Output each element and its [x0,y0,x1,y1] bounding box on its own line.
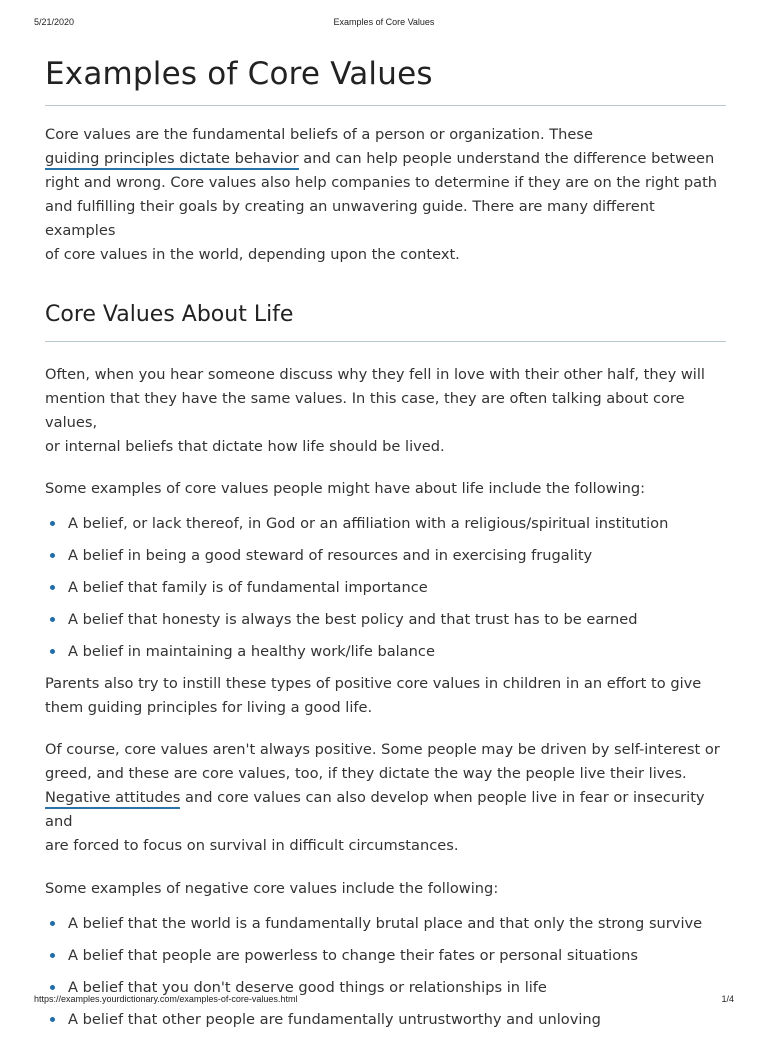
intro-line-5: of core values in the world, depending upon the context. [45,246,460,263]
print-url: https://examples.yourdictionary.com/examples-of-core-values.html [34,994,298,1004]
text-line: mention that they have the same values. In this case, they are often talking about core values, [45,390,685,431]
intro-line-2-rest: and can help people understand the difference between [298,150,715,167]
list-item-text: A belief in being a good steward of resources and in exercising frugality [68,547,593,564]
bullet-icon [50,649,55,654]
bullet-icon [50,921,55,926]
print-title: Examples of Core Values [333,17,435,27]
list-item-text: A belief, or lack thereof, in God or an affiliation with a religious/spiritual institution [68,515,669,532]
list-item-text: A belief that people are powerless to change their fates or personal situations [68,947,638,964]
list-item-text: A belief that honesty is always the best policy and that trust has to be earned [68,611,638,628]
bullet-icon [50,1017,55,1022]
text-line: greed, and these are core values, too, if they dictate the way the people live their lives. [45,765,687,782]
list-item [45,544,726,568]
life-paragraph-2: Some examples of core values people might have about life include the following: [45,480,646,497]
intro-line-4: and fulfilling their goals by creating an unwavering guide. There are many different examples [45,198,655,239]
text-line: and core values can also develop when people live in fear or insecurity and [45,789,705,830]
bullet-icon [50,617,55,622]
text-line: them guiding principles for living a good life. [45,699,373,716]
life-paragraph-4 [45,738,726,858]
life-paragraph-1 [45,363,726,459]
negative-values-list [45,912,726,1032]
negative-attitudes-link[interactable]: Negative attitudes [45,789,180,809]
list-item [45,1008,726,1032]
life-paragraph-5: Some examples of negative core values include the following: [45,880,499,897]
text-line: or internal beliefs that dictate how life should be lived. [45,438,445,455]
print-date: 5/21/2020 [34,17,75,27]
page-number: 1/4 [721,994,734,1004]
intro-line-3: right and wrong. Core values also help companies to determine if they are on the right path [45,174,718,191]
list-item [45,944,726,968]
list-item-text: A belief that other people are fundamentally untrustworthy and unloving [68,1011,601,1028]
text-line: Parents also try to instill these types of positive core values in children in an effort to give [45,675,702,692]
print-footer [0,994,768,1008]
bullet-icon [50,585,55,590]
guiding-principles-link[interactable]: guiding principles dictate behavior [45,150,299,170]
list-item-text: A belief that family is of fundamental importance [68,579,428,596]
bullet-icon [50,953,55,958]
print-header [0,17,768,31]
bullet-icon [50,553,55,558]
article [45,52,726,1040]
bullet-icon [50,985,55,990]
text-line: Often, when you hear someone discuss why they fell in love with their other half, they will [45,366,705,383]
list-item [45,512,726,536]
page-title: Examples of Core Values [45,52,726,106]
life-paragraph-3 [45,672,726,720]
section-heading-core-values-about-life: Core Values About Life [45,299,726,342]
text-line: Of course, core values aren't always positive. Some people may be driven by self-interest or [45,741,720,758]
bullet-icon [50,521,55,526]
list-item [45,576,726,600]
list-item-text: A belief in maintaining a healthy work/life balance [68,643,435,660]
list-item-text: A belief that you don't deserve good things or relationships in life [68,979,547,996]
intro-paragraph [45,123,726,267]
list-item [45,640,726,664]
list-item [45,912,726,936]
text-line: are forced to focus on survival in difficult circumstances. [45,837,459,854]
list-item [45,608,726,632]
life-values-list [45,512,726,664]
intro-line-1: Core values are the fundamental beliefs of a person or organization. These [45,126,593,143]
list-item-text: A belief that the world is a fundamentally brutal place and that only the strong survive [68,915,703,932]
